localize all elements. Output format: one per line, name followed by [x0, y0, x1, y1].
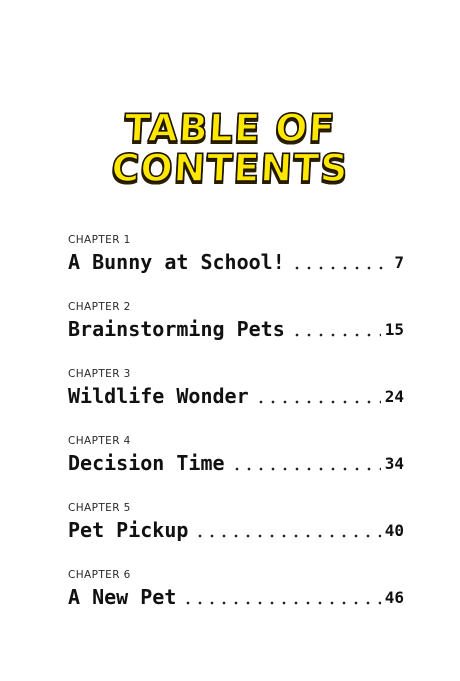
dot-leader [289, 252, 391, 270]
chapter-title: A Bunny at School! [68, 250, 285, 274]
table-of-contents [68, 228, 404, 630]
toc-entry-row [68, 247, 404, 275]
chapter-title: Decision Time [68, 451, 225, 475]
dot-leader [229, 453, 381, 471]
toc-entry-row [68, 515, 404, 543]
toc-entry-row [68, 582, 404, 610]
toc-entry-row [68, 381, 404, 409]
chapter-title: Pet Pickup [68, 518, 189, 542]
toc-entry-chapter-1[interactable] [68, 233, 404, 295]
dot-leader [253, 386, 381, 404]
toc-entry-chapter-6[interactable] [68, 568, 404, 630]
chapter-label: CHAPTER 6 [68, 569, 131, 581]
toc-entry-chapter-4[interactable] [68, 434, 404, 496]
page-number: 34 [384, 454, 404, 473]
chapter-label: CHAPTER 3 [68, 368, 131, 380]
title-line-2: CONTENTS [110, 146, 350, 190]
dot-leader [192, 520, 380, 538]
dot-leader [180, 587, 380, 605]
chapter-label: CHAPTER 2 [68, 301, 131, 313]
chapter-title: Wildlife Wonder [68, 384, 249, 408]
page-number: 24 [384, 387, 404, 406]
chapter-label: CHAPTER 4 [68, 435, 131, 447]
page-title [0, 108, 460, 188]
page-number: 46 [384, 588, 404, 607]
toc-entry-chapter-2[interactable] [68, 300, 404, 362]
toc-entry-row [68, 314, 404, 342]
toc-entry-chapter-5[interactable] [68, 501, 404, 563]
dot-leader [289, 319, 381, 337]
toc-entry-chapter-3[interactable] [68, 367, 404, 429]
chapter-label: CHAPTER 5 [68, 502, 131, 514]
title-line-1: TABLE OF [123, 106, 337, 150]
page-number: 15 [384, 320, 404, 339]
page-number: 40 [384, 521, 404, 540]
chapter-title: Brainstorming Pets [68, 317, 285, 341]
page-number: 7 [394, 253, 404, 272]
toc-entry-row [68, 448, 404, 476]
chapter-label: CHAPTER 1 [68, 234, 131, 246]
chapter-title: A New Pet [68, 585, 177, 609]
